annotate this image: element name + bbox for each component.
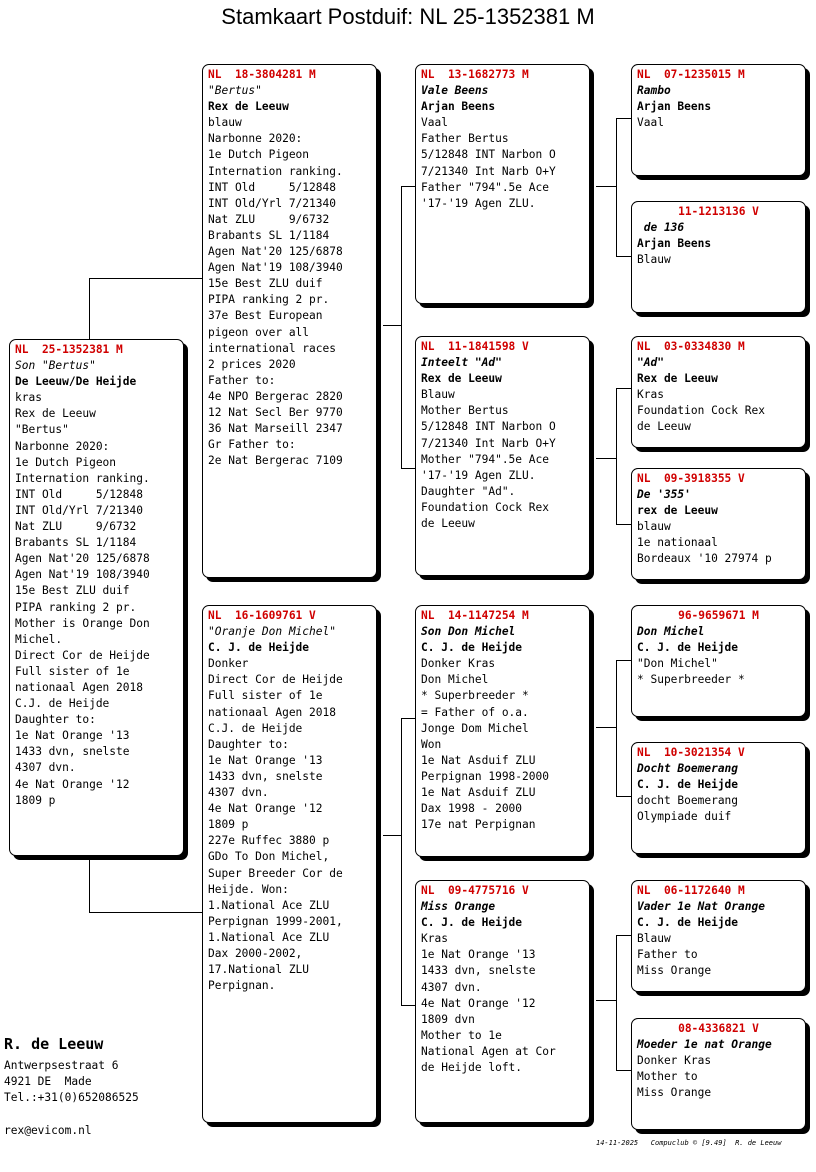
pigeon-name: Moeder 1e nat Orange	[637, 1038, 772, 1052]
info-line: Agen Nat'19 108/3940	[208, 261, 343, 275]
pigeon-name: Vale Beens	[421, 84, 489, 98]
pigeon-name: Vader 1e Nat Orange	[637, 900, 765, 914]
info-line: Father to	[637, 948, 698, 962]
info-line: C.J. de Heijde	[15, 697, 110, 711]
info-line: Mother is Orange Don	[15, 616, 150, 630]
info-line: Foundation Cock Rex	[637, 404, 765, 418]
info-line: Kras	[421, 932, 448, 946]
connector	[401, 186, 402, 468]
info-line: Mother to 1e	[421, 1028, 502, 1042]
owner-name: C. J. de Heijde	[421, 641, 523, 655]
info-line: Father to:	[208, 373, 276, 387]
pedigree-card-mother	[202, 605, 377, 1123]
info-line: 1e nationaal	[637, 536, 718, 550]
connector	[383, 835, 401, 836]
pigeon-name: "Ad"	[637, 356, 664, 370]
info-line: Rex de Leeuw	[15, 407, 96, 421]
owner-name: De Leeuw/De Heijde	[15, 375, 137, 389]
info-line: 5/12848 INT Narbon O	[421, 148, 556, 162]
ring-number: NL 10-3021354 V	[637, 746, 745, 759]
info-line: C.J. de Heijde	[208, 721, 303, 735]
ring-number: NL 18-3804281 M	[208, 68, 316, 81]
info-line: Super Breeder Cor de	[208, 866, 343, 880]
info-line: Don Michel	[421, 673, 489, 687]
info-line: docht Boemerang	[637, 794, 739, 808]
info-line: Daughter "Ad".	[421, 484, 516, 498]
pigeon-name: "Oranje Don Michel"	[208, 625, 336, 639]
info-line: Won	[421, 737, 442, 751]
info-line: Agen Nat'20 125/6878	[208, 245, 343, 259]
info-line: INT Old 5/12848	[208, 180, 336, 194]
info-line: 1e Nat Orange '13	[421, 948, 536, 962]
info-line: 1433 dvn, snelste	[208, 769, 323, 783]
info-line: nationaal Agen 2018	[208, 705, 336, 719]
info-line: 1.National Ace ZLU	[208, 898, 330, 912]
info-line: Donker Kras	[637, 1054, 712, 1068]
owner-name: C. J. de Heijde	[421, 916, 523, 930]
connector	[616, 524, 632, 525]
info-line: Jonge Dom Michel	[421, 721, 529, 735]
breeder-name: R. de Leeuw	[4, 1035, 104, 1053]
connector	[89, 278, 204, 279]
owner-name: C. J. de Heijde	[637, 916, 739, 930]
breeder-city: 4921 DE Made	[4, 1075, 92, 1088]
info-line: Nat ZLU 9/6732	[15, 520, 137, 534]
owner-name: Arjan Beens	[421, 100, 496, 114]
connector	[616, 1070, 632, 1071]
breeder-email[interactable]: rex@evicom.nl	[4, 1124, 92, 1137]
connector	[383, 325, 401, 326]
info-line: Brabants SL 1/1184	[15, 536, 137, 550]
info-line: 15e Best ZLU duif	[208, 277, 323, 291]
info-line: 1809 p	[15, 793, 56, 807]
info-line: 4307 dvn.	[15, 761, 76, 775]
info-line: 7/21340 Int Narb O+Y	[421, 164, 556, 178]
connector	[596, 1000, 616, 1001]
info-line: Donker Kras	[421, 657, 496, 671]
info-line: 1.National Ace ZLU	[208, 930, 330, 944]
info-line: 4e Nat Orange '12	[208, 802, 323, 816]
pigeon-name: de 136	[637, 221, 685, 235]
ring-number: NL 25-1352381 M	[15, 343, 123, 356]
info-line: Father "794".5e Ace	[421, 180, 549, 194]
pedigree-card-mf	[415, 605, 590, 857]
info-line: Blauw	[637, 932, 671, 946]
info-line: = Father of o.a.	[421, 705, 529, 719]
pigeon-name: De '355'	[637, 488, 691, 502]
connector	[401, 718, 402, 1005]
info-line: de Leeuw	[421, 517, 475, 531]
ring-number: NL 06-1172640 M	[637, 884, 745, 897]
info-line: Father Bertus	[421, 132, 509, 146]
connector	[616, 935, 617, 1070]
info-line: GDo To Don Michel,	[208, 850, 330, 864]
info-line: Daughter to:	[208, 737, 289, 751]
ring-number: NL 09-3918355 V	[637, 472, 745, 485]
info-line: Brabants SL 1/1184	[208, 228, 330, 242]
info-line: Narbonne 2020:	[15, 439, 110, 453]
info-line: 15e Best ZLU duif	[15, 584, 130, 598]
connector	[616, 660, 632, 661]
pigeon-name: Inteelt "Ad"	[421, 356, 502, 370]
info-line: 12 Nat Secl Ber 9770	[208, 405, 343, 419]
info-line: international races	[208, 341, 336, 355]
page-title: Stamkaart Postduif: NL 25-1352381 M	[221, 4, 595, 29]
owner-name: Arjan Beens	[637, 237, 712, 251]
info-line: Vaal	[637, 116, 664, 130]
info-line: 1e Dutch Pigeon	[208, 148, 310, 162]
owner-name: Arjan Beens	[637, 100, 712, 114]
ring-number: NL 16-1609761 V	[208, 609, 316, 622]
info-line: 227e Ruffec 3880 p	[208, 834, 330, 848]
pedigree-card-mm	[415, 880, 590, 1123]
info-line: Direct Cor de Heijde	[15, 648, 150, 662]
info-line: 1e Nat Asduif ZLU	[421, 786, 536, 800]
info-line: 17e nat Perpignan	[421, 818, 536, 832]
info-line: Bordeaux '10 27974 p	[637, 552, 772, 566]
info-line: Michel.	[15, 632, 63, 646]
connector	[89, 278, 90, 340]
info-line: blauw	[637, 520, 671, 534]
info-line: 1433 dvn, snelste	[15, 745, 130, 759]
info-line: Vaal	[421, 116, 448, 130]
pedigree-card-mmf	[631, 880, 806, 992]
info-line: Gr Father to:	[208, 438, 296, 452]
pigeon-name: Miss Orange	[421, 900, 496, 914]
ring-number: 11-1213136 V	[678, 205, 759, 218]
info-line: 37e Best European	[208, 309, 323, 323]
ring-number: NL 14-1147254 M	[421, 609, 529, 622]
info-line: 17.National ZLU	[208, 963, 310, 977]
pedigree-card-fm	[415, 336, 590, 576]
info-line: Narbonne 2020:	[208, 132, 303, 146]
info-line: nationaal Agen 2018	[15, 680, 143, 694]
connector	[616, 256, 632, 257]
connector	[616, 660, 617, 796]
pedigree-card-fmf	[631, 336, 806, 448]
connector	[596, 458, 616, 459]
info-line: 1e Nat Orange '13	[208, 753, 323, 767]
ring-number: NL 09-4775716 V	[421, 884, 529, 897]
info-line: Full sister of 1e	[208, 689, 323, 703]
info-line: Miss Orange	[637, 1086, 712, 1100]
owner-name: Rex de Leeuw	[421, 372, 502, 386]
info-line: Internation ranking.	[208, 164, 343, 178]
info-line: Agen Nat'20 125/6878	[15, 552, 150, 566]
connector	[616, 118, 632, 119]
info-line: 1809 p	[208, 818, 249, 832]
info-line: * Superbreeder *	[637, 673, 745, 687]
pigeon-name: Son "Bertus"	[15, 359, 96, 373]
info-line: kras	[15, 391, 42, 405]
connector	[89, 860, 90, 912]
ring-number: NL 03-0334830 M	[637, 340, 745, 353]
owner-name: Rex de Leeuw	[637, 372, 718, 386]
info-line: Kras	[637, 388, 664, 402]
info-line: 2 prices 2020	[208, 357, 296, 371]
pigeon-name: "Bertus"	[208, 84, 262, 98]
connector	[616, 388, 632, 389]
connector	[616, 388, 617, 524]
info-line: 4307 dvn.	[208, 786, 269, 800]
info-line: Full sister of 1e	[15, 664, 130, 678]
info-line: INT Old/Yrl 7/21340	[208, 196, 336, 210]
info-line: PIPA ranking 2 pr.	[15, 600, 137, 614]
info-line: Agen Nat'19 108/3940	[15, 568, 150, 582]
ring-number: 08-4336821 V	[678, 1022, 759, 1035]
info-line: Foundation Cock Rex	[421, 500, 549, 514]
info-line: 4307 dvn.	[421, 980, 482, 994]
info-line: 1433 dvn, snelste	[421, 964, 536, 978]
info-line: Mother "794".5e Ace	[421, 452, 549, 466]
pedigree-card-ffm	[631, 201, 806, 313]
connector	[616, 796, 632, 797]
info-line: 1e Nat Asduif ZLU	[421, 753, 536, 767]
pedigree-card-mfm	[631, 742, 806, 854]
info-line: de Leeuw	[637, 420, 691, 434]
info-line: National Agen at Cor	[421, 1044, 556, 1058]
info-line: PIPA ranking 2 pr.	[208, 293, 330, 307]
info-line: "Bertus"	[15, 423, 69, 437]
ring-number: NL 13-1682773 M	[421, 68, 529, 81]
info-line: "Don Michel"	[637, 657, 718, 671]
info-line: INT Old/Yrl 7/21340	[15, 503, 143, 517]
info-line: * Superbreeder *	[421, 689, 529, 703]
pedigree-card-fmm	[631, 468, 806, 580]
info-line: 1e Dutch Pigeon	[15, 455, 117, 469]
info-line: Perpignan 1998-2000	[421, 769, 549, 783]
info-line: 2e Nat Bergerac 7109	[208, 454, 343, 468]
pedigree-card-mmm	[631, 1018, 806, 1130]
info-line: Dax 1998 - 2000	[421, 802, 523, 816]
ring-number: NL 11-1841598 V	[421, 340, 529, 353]
info-line: Internation ranking.	[15, 471, 150, 485]
connector	[596, 186, 616, 187]
info-line: Heijde. Won:	[208, 882, 289, 896]
info-line: 5/12848 INT Narbon O	[421, 420, 556, 434]
info-line: 4e NPO Bergerac 2820	[208, 389, 343, 403]
pedigree-card-mff	[631, 605, 806, 717]
info-line: Perpignan.	[208, 979, 276, 993]
info-line: 7/21340 Int Narb O+Y	[421, 436, 556, 450]
info-line: Direct Cor de Heijde	[208, 673, 343, 687]
pedigree-card-fff	[631, 64, 806, 176]
breeder-street: Antwerpsestraat 6	[4, 1059, 119, 1072]
owner-name: C. J. de Heijde	[208, 641, 310, 655]
info-line: Daughter to:	[15, 713, 96, 727]
connector	[596, 727, 616, 728]
info-line: Miss Orange	[637, 964, 712, 978]
connector	[89, 912, 204, 913]
info-line: pigeon over all	[208, 325, 310, 339]
info-line: blauw	[208, 116, 242, 130]
breeder-phone: Tel.:+31(0)652086525	[4, 1091, 139, 1104]
pigeon-name: Don Michel	[637, 625, 705, 639]
print-footer: 14-11-2025 Compuclub © [9.49] R. de Leeuw	[596, 1139, 782, 1147]
pedigree-card-father	[202, 64, 377, 578]
info-line: '17-'19 Agen ZLU.	[421, 196, 536, 210]
info-line: Perpignan 1999-2001,	[208, 914, 343, 928]
info-line: 4e Nat Orange '12	[15, 777, 130, 791]
info-line: 4e Nat Orange '12	[421, 996, 536, 1010]
ring-number: NL 07-1235015 M	[637, 68, 745, 81]
pigeon-name: Rambo	[637, 84, 671, 98]
info-line: Olympiade duif	[637, 810, 732, 824]
info-line: 1809 dvn	[421, 1012, 475, 1026]
info-line: 36 Nat Marseill 2347	[208, 422, 343, 436]
pigeon-name: Docht Boemerang	[637, 762, 739, 776]
owner-name: rex de Leeuw	[637, 504, 718, 518]
pigeon-name: Son Don Michel	[421, 625, 516, 639]
pedigree-card-ff	[415, 64, 590, 304]
info-line: INT Old 5/12848	[15, 487, 143, 501]
pedigree-card-subject	[9, 339, 184, 856]
owner-name: C. J. de Heijde	[637, 641, 739, 655]
info-line: Donker	[208, 657, 249, 671]
info-line: Blauw	[421, 388, 455, 402]
info-line: Blauw	[637, 253, 671, 267]
info-line: '17-'19 Agen ZLU.	[421, 468, 536, 482]
ring-number: 96-9659671 M	[678, 609, 759, 622]
info-line: Mother to	[637, 1070, 698, 1084]
connector	[616, 118, 617, 256]
info-line: Dax 2000-2002,	[208, 946, 303, 960]
owner-name: C. J. de Heijde	[637, 778, 739, 792]
info-line: de Heijde loft.	[421, 1061, 523, 1075]
info-line: Mother Bertus	[421, 404, 509, 418]
owner-name: Rex de Leeuw	[208, 100, 289, 114]
connector	[616, 935, 632, 936]
info-line: 1e Nat Orange '13	[15, 729, 130, 743]
info-line: Nat ZLU 9/6732	[208, 212, 330, 226]
